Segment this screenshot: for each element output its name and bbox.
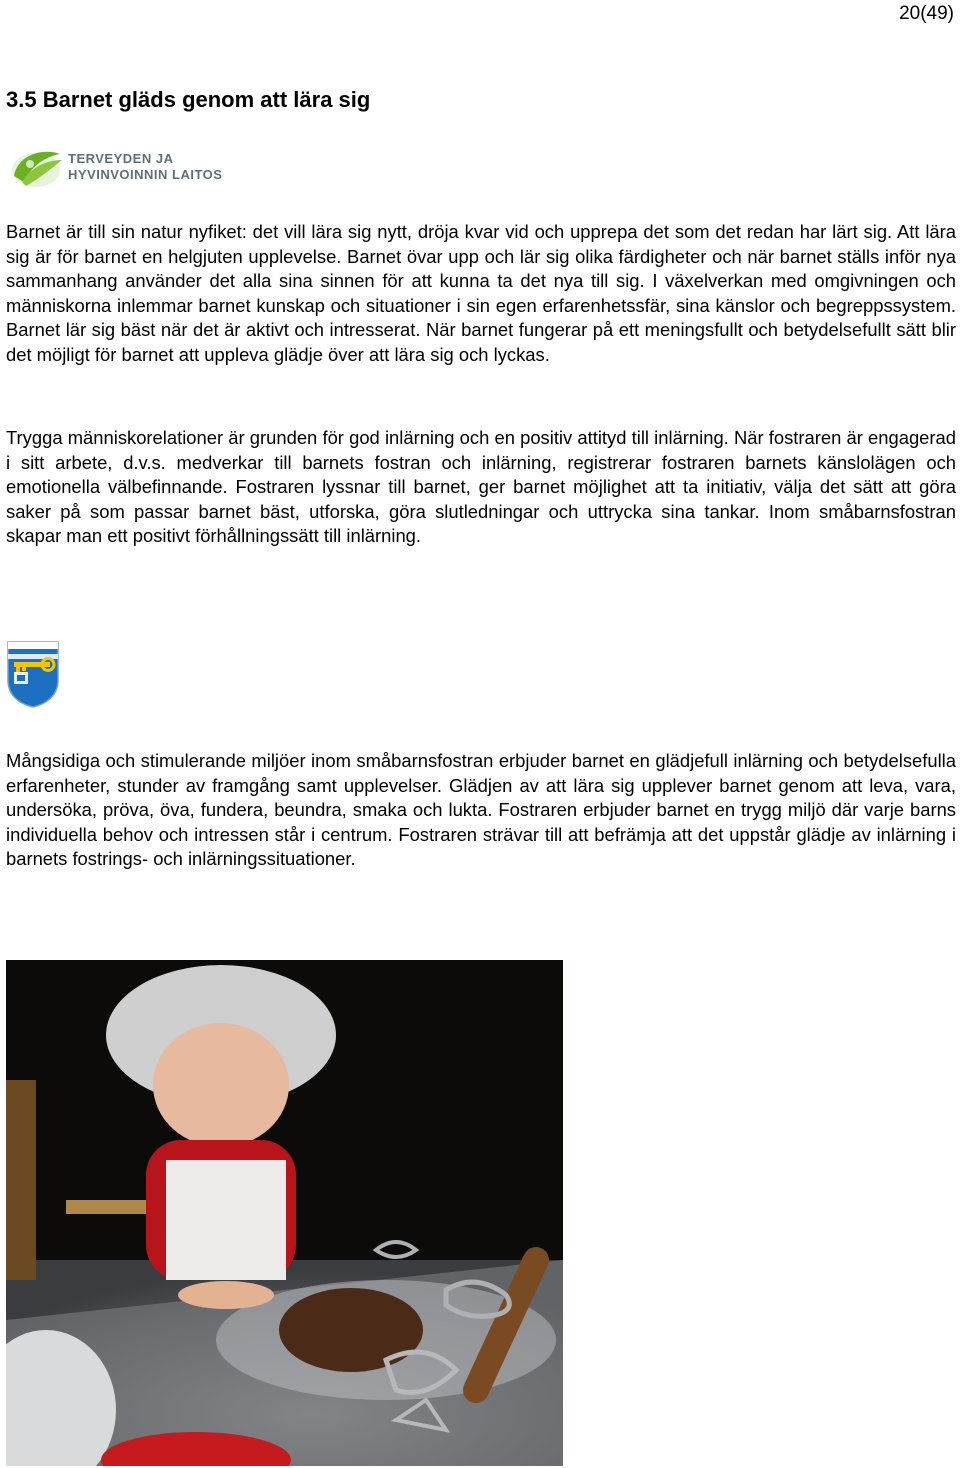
page-number: 20(49) <box>899 3 954 24</box>
paragraph-1: Barnet är till sin natur nyfiket: det vill lära sig nytt, dröja kvar vid och upprepa det som det redan har lärt sig. Att lära sig är för barnet en helgjuten upplevelse. Barnet övar upp och lär sig olika färdigheter och när barnet ställs inför nya sammanhang använder det alla sina sinnen för att kunna ta det nya till sig. I växelverkan med omgivningen och människorna inlemmar barnet kunskap och situationer i sin egen erfarenhetssfär, sina känslor och begreppssystem. Barnet lär sig bäst när det är aktivt och intresserat. När barnet fungerar på ett meningsfullt och betydelsefullt sätt blir det möjligt för barnet att uppleva glädje över att lära sig och lyckas. <box>6 221 956 365</box>
thl-leaf-icon <box>8 142 66 192</box>
section-heading: 3.5 Barnet gläds genom att lära sig <box>6 87 371 112</box>
thl-logo <box>8 142 248 192</box>
paragraph-3: Mångsidiga och stimulerande miljöer inom småbarnsfostran erbjuder barnet en glädjefull inlärning och betydelsefulla erfarenheter, stunder av framgång samt upplevelser. Glädjen av att lära sig upplever barnet genom att leva, vara, undersöka, pröva, öva, fundera, beundra, smaka och lukta. Fostraren erbjuder barnet en trygg miljö där varje barns individuella behov och intressen står i centrum. Fostraren strävar till att befrämja att det uppstår glädje av inlärning i barnets fostrings- och inlärningssituationer. <box>6 750 956 870</box>
child-baking-photo <box>6 960 563 1466</box>
coat-of-arms-icon <box>6 640 60 708</box>
paragraph-2: Trygga människorelationer är grunden för god inlärning och en positiv attityd till inlärning. När fostraren är engagerad i sitt arbete, d.v.s. medverkar till barnets fostran och inlärning, registrerar fostraren barnets känslolägen och emotionella välbefinnande. Fostraren lyssnar till barnet, ger barnet möjlighet att ta initiativ, välja det sätt att göra saker på som passar barnet bäst, utforska, göra slutledningar och uttrycka sina tankar. Inom småbarnsfostran skapar man ett positivt förhållningssätt till inlärning. <box>6 427 956 547</box>
logo-line-2: HYVINVOINNIN LAITOS <box>68 167 223 182</box>
logo-line-1: TERVEYDEN JA <box>68 151 174 166</box>
